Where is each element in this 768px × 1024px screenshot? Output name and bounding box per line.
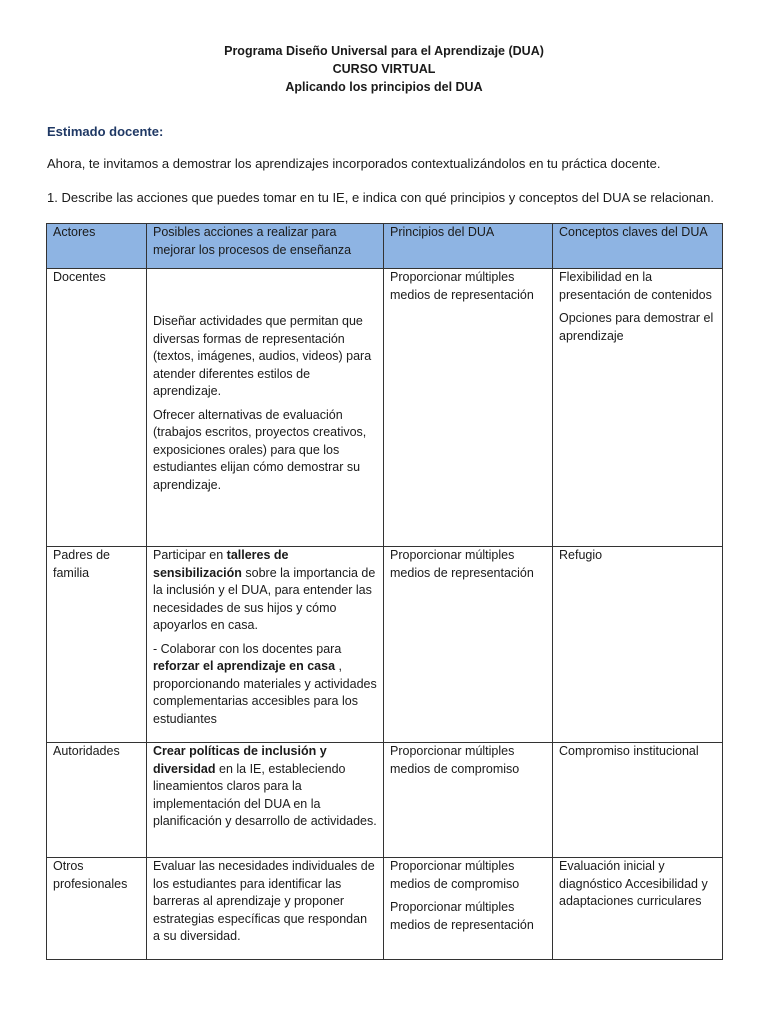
dua-table [46,223,723,960]
header-principles: Principios del DUA [384,224,553,269]
intro-paragraph: Ahora, te invitamos a demostrar los aprendizajes incorporados contextualizándolos en tu práctica docente. [47,156,661,171]
course-type: CURSO VIRTUAL [332,62,436,76]
header-concepts: Conceptos claves del DUA [553,224,723,269]
concept-item: Evaluación inicial y diagnóstico Accesibilidad y adaptaciones curriculares [559,859,708,908]
principles-cell [384,547,553,743]
concepts-cell [553,547,723,743]
concepts-cell [553,743,723,858]
principle-item: Proporcionar múltiples medios de representación [390,900,534,932]
actions-cell [147,269,384,547]
action-item: Crear políticas de inclusión y diversidad en la IE, estableciendo lineamientos claros para la implementación del DUA en la planificación y desarrollo de actividades. [153,744,377,828]
actor-cell: Padres de familia [47,547,147,743]
document-header [0,42,768,96]
concept-item: Compromiso institucional [559,744,699,758]
actions-cell [147,743,384,858]
course-subtitle: Aplicando los principios del DUA [285,80,483,94]
table-row [47,858,723,960]
table-row [47,269,723,547]
concept-item: Refugio [559,548,603,562]
concept-item: Opciones para demostrar el aprendizaje [559,311,714,343]
principles-cell [384,269,553,547]
principle-item: Proporcionar múltiples medios de representación [390,548,534,580]
action-item: Participar en talleres de sensibilización sobre la importancia de la inclusión y el DUA, para entender las necesidades de sus hijos y cómo apoyarlos en casa. [153,548,376,632]
header-actors: Actores [47,224,147,269]
actor-cell: Otros profesionales [47,858,147,960]
question-text: 1. Describe las acciones que puedes tomar en tu IE, e indica con qué principios y conceptos del DUA se relacionan. [47,190,714,205]
action-item: Diseñar actividades que permitan que diversas formas de representación (textos, imágenes, audios, videos) para atender diferentes estilos de aprendizaje. [153,314,372,398]
concepts-cell [553,269,723,547]
concept-item: Flexibilidad en la presentación de contenidos [559,270,712,302]
table-row [47,743,723,858]
actions-cell [147,858,384,960]
actor-cell: Docentes [47,269,147,547]
actions-cell [147,547,384,743]
greeting: Estimado docente: [47,124,164,139]
principles-cell [384,858,553,960]
action-item: Ofrecer alternativas de evaluación (trabajos escritos, proyectos creativos, exposiciones orales) para que los estudiantes elijan cómo demostrar su aprendizaje. [153,407,367,492]
table-row [47,547,723,743]
program-title: Programa Diseño Universal para el Aprendizaje (DUA) [224,44,544,58]
principle-item: Proporcionar múltiples medios de representación [390,270,534,302]
principle-item: Proporcionar múltiples medios de compromiso [390,859,520,891]
principle-item: Proporcionar múltiples medios de compromiso [390,744,520,776]
actor-cell: Autoridades [47,743,147,858]
action-item: Evaluar las necesidades individuales de los estudiantes para identificar las barreras al aprendizaje y proponer estrategias específicas que respondan a su diversidad. [153,859,375,943]
principles-cell [384,743,553,858]
concepts-cell [553,858,723,960]
header-actions: Posibles acciones a realizar para mejorar los procesos de enseñanza [147,224,384,269]
action-item: - Colaborar con los docentes para reforzar el aprendizaje en casa , proporcionando materiales y actividades complementarias accesibles para los estudiantes [153,641,377,726]
table-header-row [47,224,723,269]
